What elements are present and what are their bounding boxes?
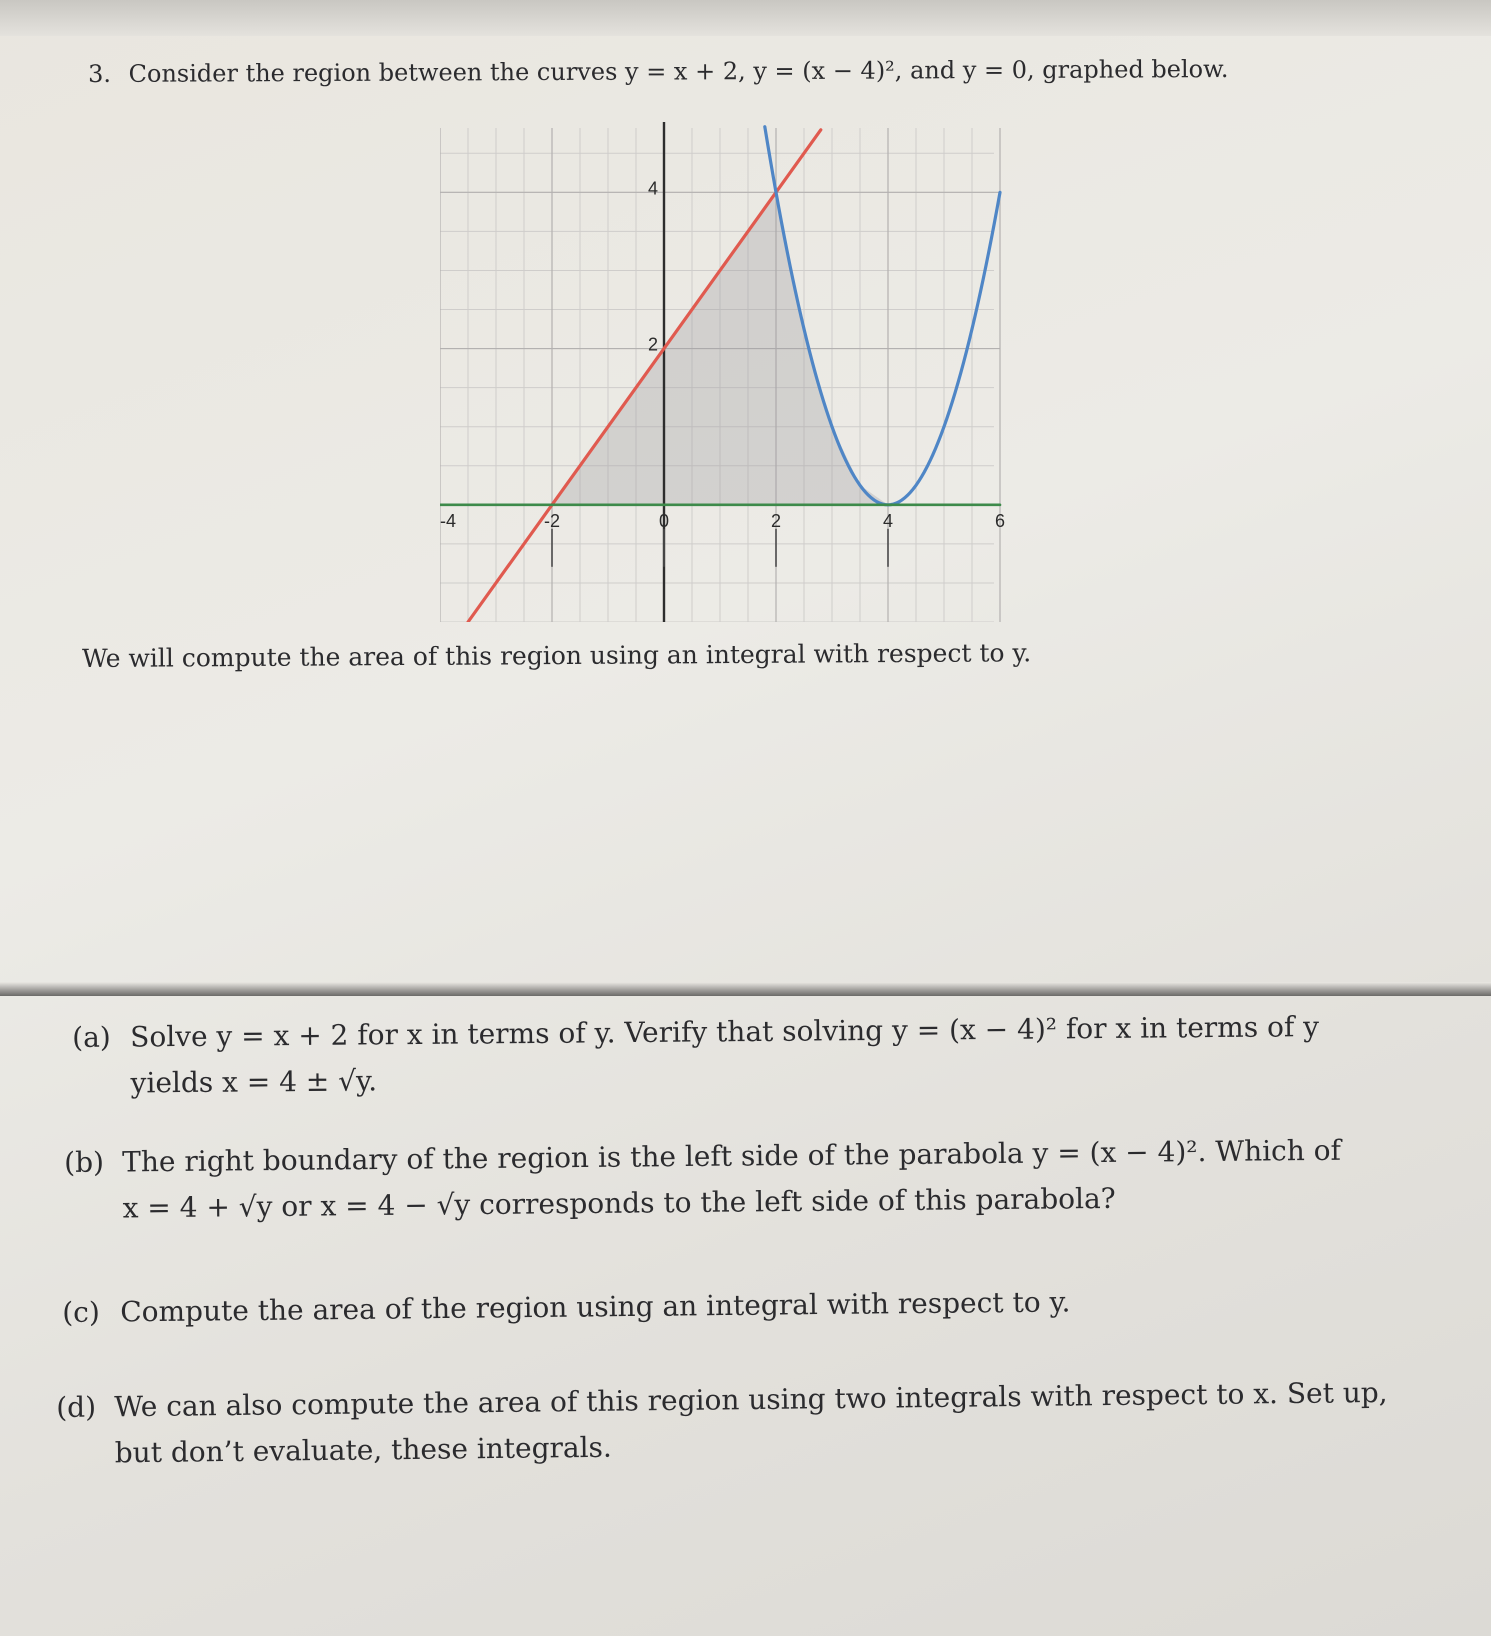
part-a-label: (a) bbox=[72, 1020, 111, 1054]
sheet-fold-edge bbox=[0, 982, 1491, 996]
problem-text: Consider the region between the curves y = x + 2, y = (x − 4)², and y = 0, graphed below. bbox=[128, 55, 1229, 88]
x-tick-label: 6 bbox=[994, 510, 1006, 531]
part-d bbox=[56, 1370, 1388, 1477]
x-tick-label: 0 bbox=[658, 510, 670, 531]
part-a-text-2: yields x = 4 ± √y. bbox=[130, 1064, 378, 1100]
part-d-text-2: but don’t evaluate, these integrals. bbox=[114, 1430, 613, 1470]
part-a-text-1: Solve y = x + 2 for x in terms of y. Verify that solving y = (x − 4)² for x in terms of y bbox=[130, 1010, 1320, 1054]
part-d-text-1: We can also compute the area of this region using two integrals with respect to x. Set up, bbox=[114, 1375, 1388, 1424]
graph-svg bbox=[440, 122, 1020, 622]
sheet-top-edge bbox=[0, 0, 1491, 36]
intro-text: We will compute the area of this region using an integral with respect to y. bbox=[82, 638, 1032, 673]
x-tick-label: 4 bbox=[882, 510, 894, 531]
x-tick-label: 2 bbox=[770, 510, 782, 531]
problem-statement bbox=[88, 55, 1228, 88]
part-d-label: (d) bbox=[56, 1390, 97, 1424]
problem-number: 3. bbox=[88, 59, 112, 88]
part-c-label: (c) bbox=[62, 1295, 100, 1329]
part-a bbox=[72, 1004, 1320, 1107]
part-b-label: (b) bbox=[64, 1145, 105, 1179]
x-tick-label: -4 bbox=[440, 510, 457, 531]
x-tick-label: -2 bbox=[543, 510, 561, 531]
part-b-text-1: The right boundary of the region is the left side of the parabola y = (x − 4)². Which of bbox=[122, 1133, 1342, 1179]
part-b-text-2: x = 4 + √y or x = 4 − √y corresponds to the left side of this parabola? bbox=[122, 1181, 1116, 1225]
y-tick-label: 2 bbox=[647, 334, 658, 355]
part-b bbox=[64, 1128, 1342, 1232]
y-tick-label: 4 bbox=[647, 178, 658, 199]
part-c-text-1: Compute the area of the region using an integral with respect to y. bbox=[120, 1285, 1071, 1329]
region-graph bbox=[440, 122, 1020, 622]
